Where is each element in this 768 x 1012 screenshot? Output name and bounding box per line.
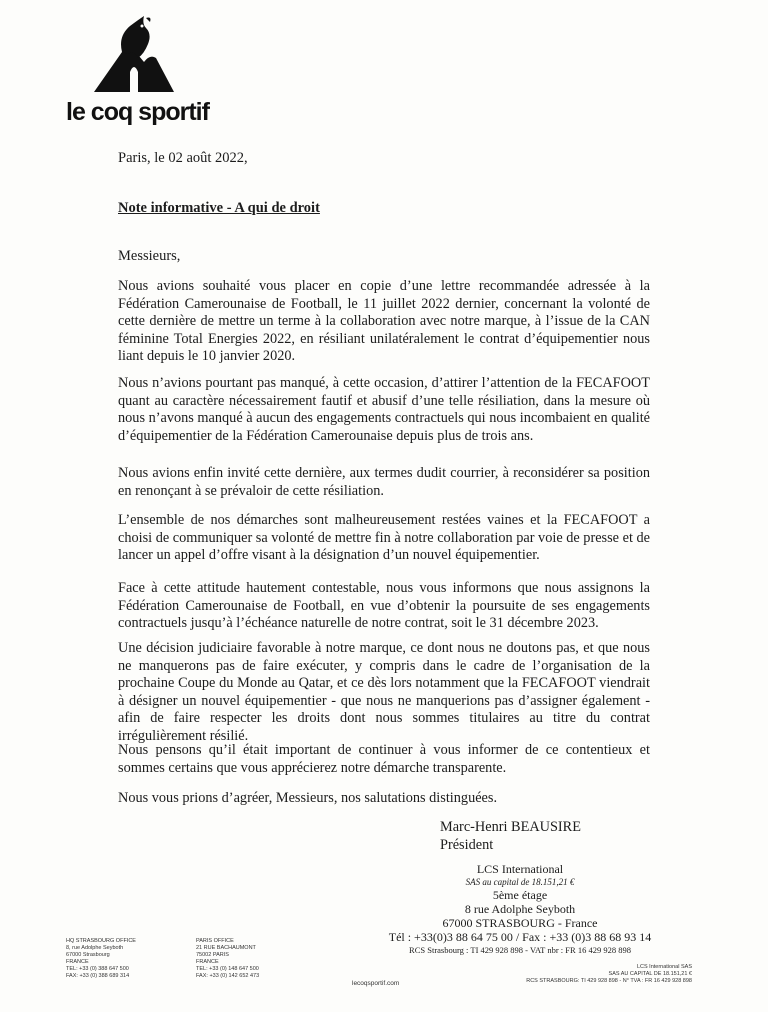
- footer-line: 8, rue Adolphe Seyboth: [66, 945, 124, 951]
- footer-line: FAX: +33 (0) 142 652 473: [196, 973, 260, 979]
- footer-line: 75002 PARIS: [196, 952, 229, 958]
- footer-line: TEL: +33 (0) 388 647 500: [66, 966, 129, 972]
- footer-line: FAX: +33 (0) 388 689 314: [66, 973, 130, 979]
- letter-subject: Note informative - A qui de droit: [118, 200, 320, 216]
- paragraph-1: Nous avions souhaité vous placer en copie d’une lettre recommandée adressée à la Fédération Camerounaise de Football, le 11 juillet 2022 dernier, concernant la volonté de cette dernière de mettre un terme à la collaboration avec notre marque, à l’issue de la CAN féminine Total Energies 2022, en résiliant unilatéralement le contrat d’équipementier nous liant depuis le 10 janvier 2020.: [118, 278, 650, 364]
- brand-logo: [66, 14, 209, 126]
- signature-block: [440, 818, 581, 854]
- footer-line: 21 RUE BACHAUMONT: [196, 945, 256, 951]
- footer-line: LCS International SAS: [636, 964, 692, 970]
- rooster-icon: [92, 14, 176, 94]
- footer-line: HQ STRASBOURG OFFICE: [66, 938, 136, 944]
- paragraph-8: Nous vous prions d’agréer, Messieurs, nos salutations distinguées.: [118, 790, 498, 806]
- paragraph-7: Nous pensons qu’il était important de continuer à vous informer de ce contentieux et sommes certains que vous apprécierez notre démarche transparente.: [118, 742, 650, 776]
- stamp-rcs: RCS Strasbourg : TI 429 928 898 - VAT nbr : FR 16 429 928 898: [409, 945, 631, 955]
- signer-name: Marc-Henri BEAUSIRE: [440, 819, 581, 835]
- paragraph-5: Face à cette attitude hautement contestable, nous vous informons que nous assignons la Fédération Camerounaise de Football, en vue d’obtenir la poursuite de ses engagements contractuels jusqu’à l’échéance naturelle de notre contrat, soit le 31 décembre 2023.: [118, 580, 650, 631]
- paragraph-6: Une décision judiciaire favorable à notre marque, ce dont nous ne doutons pas, et que nous ne manquerons pas de faire exécuter, y compris dans le cadre de l’organisation de la prochaine Coupe du Monde au Qatar, et ce dès lors notamment que la FECAFOOT viendrait à désigner un nouvel équipementier - que nous ne manquerions pas d’assigner également - afin de faire respecter les droits dont nous sommes titulaires au titre du contrat irrégulièrement résilié.: [118, 640, 650, 744]
- footer-line: FRANCE: [196, 959, 219, 965]
- footer-line: TEL: +33 (0) 148 647 500: [196, 966, 259, 972]
- footer-line: SAS AU CAPITAL DE 18.151,21 €: [608, 971, 692, 977]
- footer-line: RCS STRASBOURG: TI 429 928 898 - N° TVA : FR 16 429 928 898: [526, 978, 692, 984]
- footer-website: lecoqsportif.com: [352, 980, 400, 987]
- footer-legal: [526, 964, 692, 985]
- stamp-city: 67000 STRASBOURG - France: [442, 916, 598, 930]
- stamp-street: 8 rue Adolphe Seyboth: [464, 902, 576, 916]
- signer-title: Président: [440, 837, 494, 853]
- paragraph-2: Nous n’avions pourtant pas manqué, à cette occasion, d’attirer l’attention de la FECAFOOT quant au caractère nécessairement fautif et abusif d’une telle résiliation, dans la mesure où nous n’avons manqué à aucun des engagements contractuels qui nous incombaient en qualité d’équipementier de la Fédération Camerounaise depuis plus de trois ans.: [118, 375, 651, 444]
- footer-hq-address: [66, 938, 136, 980]
- company-stamp: [370, 862, 670, 956]
- brand-name: le coq sportif: [66, 98, 209, 126]
- paragraph-4: L’ensemble de nos démarches sont malheureusement restées vaines et la FECAFOOT a choisi de communiquer sa volonté de mettre fin à notre collaboration par voie de presse et de lancer un appel d’offre visant à la désignation d’un nouvel équipementier.: [118, 512, 650, 563]
- footer-line: FRANCE: [66, 959, 89, 965]
- letter-salutation: Messieurs,: [118, 248, 181, 264]
- stamp-floor: 5ème étage: [492, 888, 548, 902]
- stamp-company: LCS International: [476, 862, 564, 876]
- letter-date: Paris, le 02 août 2022,: [118, 150, 248, 166]
- footer-paris-address: [196, 938, 259, 980]
- footer-line: 67000 Strasbourg: [66, 952, 110, 958]
- stamp-capital: SAS au capital de 18.151,21 €: [465, 877, 575, 887]
- paragraph-3: Nous avions enfin invité cette dernière, aux termes dudit courrier, à reconsidérer sa position en renonçant à se prévaloir de cette résiliation.: [118, 465, 650, 499]
- footer-line: PARIS OFFICE: [196, 938, 234, 944]
- stamp-phone: Tél : +33(0)3 88 64 75 00 / Fax : +33 (0)3 88 68 93 14: [388, 930, 652, 944]
